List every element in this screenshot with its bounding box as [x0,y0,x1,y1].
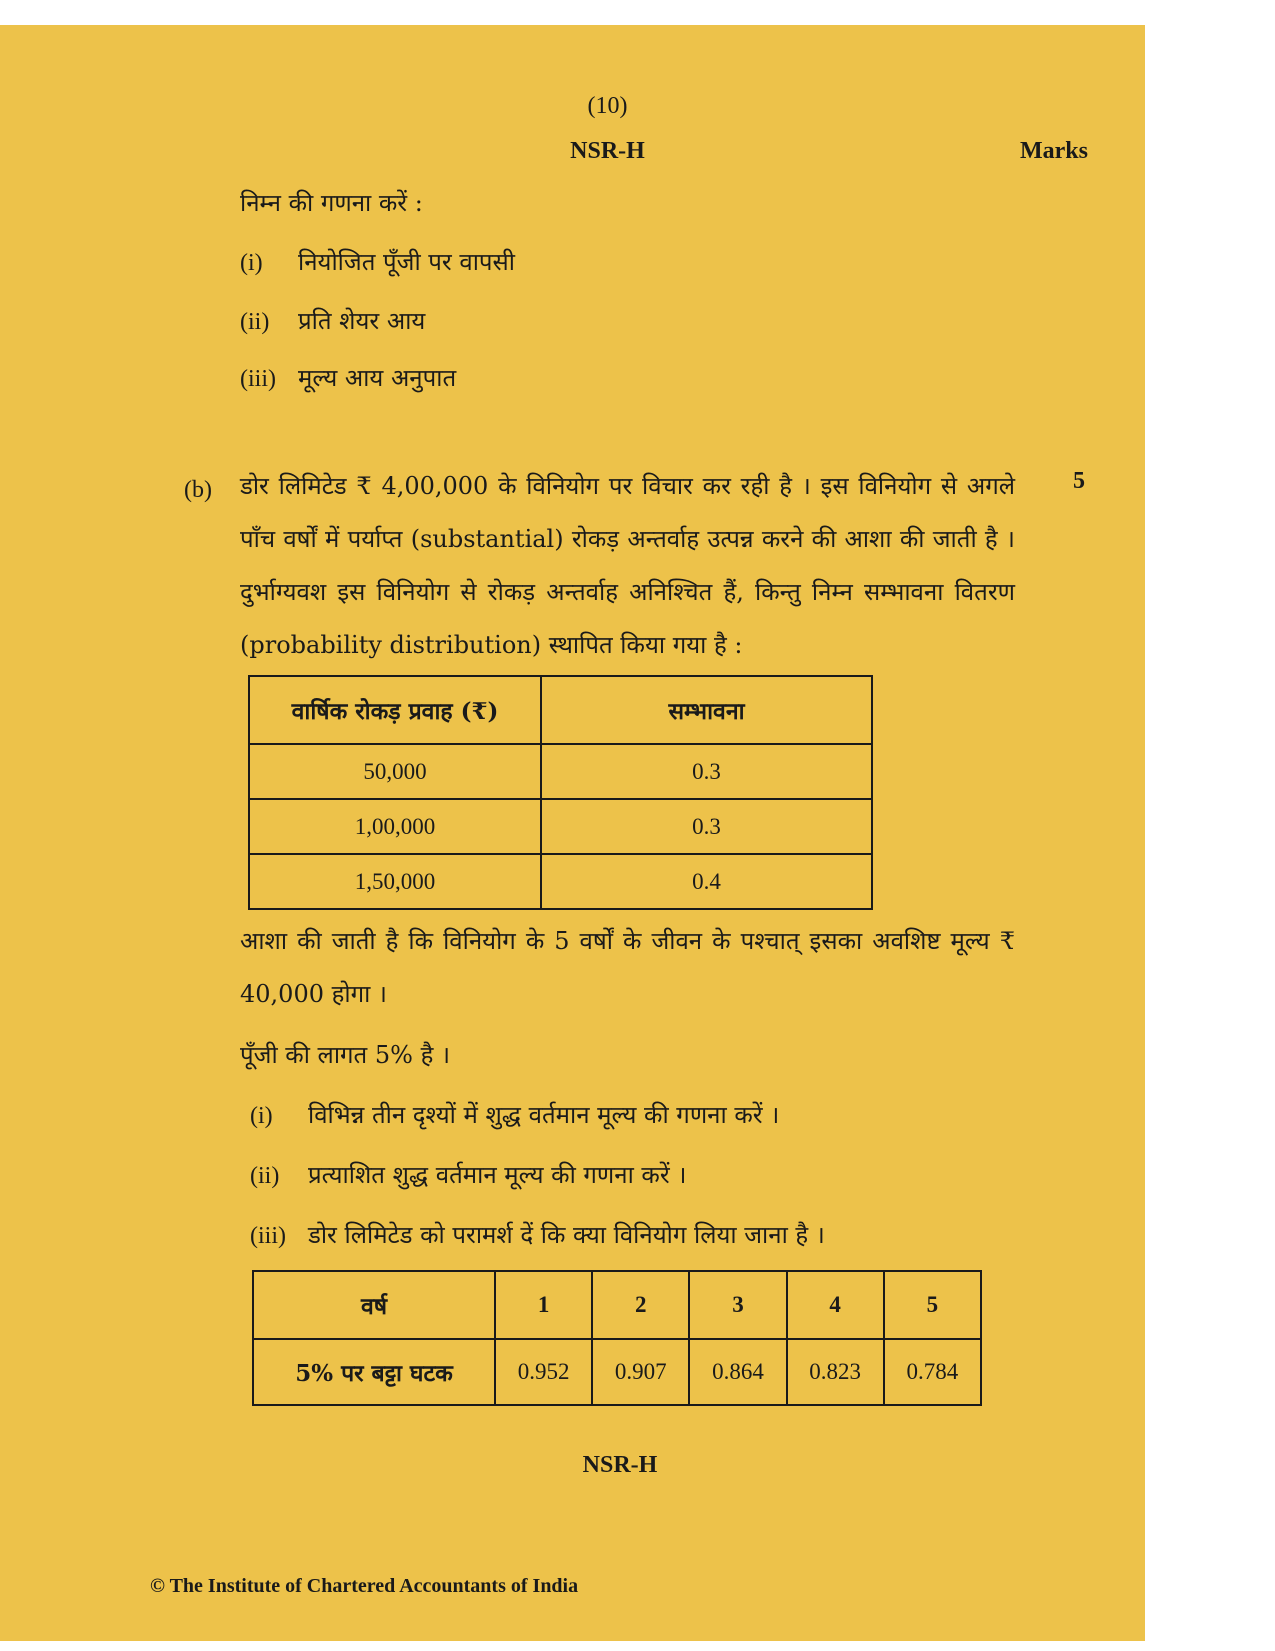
part-b-paragraph: डोर लिमिटेड ₹ 4,00,000 के विनियोग पर विचार कर रही है । इस विनियोग से अगले पाँच वर्षों में पर्याप्त (substantial) रोकड़ अन्तर्वाह उत्पन्न करने की आशा की जाती है । दुर्भाग्यवश इस विनियोग से रोकड़ अन्तर्वाह अनिश्चित हैं, किन्तु निम्न सम्भावना वितरण (probability distribution) स्थापित किया गया है : [240,472,1015,659]
year-cell: 2 [592,1271,689,1339]
table-header-row [249,676,872,744]
factor-cell: 0.823 [787,1339,884,1405]
part-a-item-text: मूल्य आय अनुपात [298,364,457,392]
part-a-item-text: नियोजित पूँजी पर वापसी [298,248,515,276]
year-row [253,1271,981,1339]
paper-code: NSR-H [570,138,645,164]
factor-cell: 0.784 [884,1339,981,1405]
part-a-item-label: (ii) [240,309,270,335]
probability-table [248,675,873,910]
question-text: प्रत्याशित शुद्ध वर्तमान मूल्य की गणना करें । [308,1161,687,1189]
year-label-cell: वर्ष [253,1271,495,1339]
column-header: वार्षिक रोकड़ प्रवाह (₹) [249,676,541,744]
copyright-notice: © The Institute of Chartered Accountants of India [150,1575,579,1597]
column-header: सम्भावना [541,676,872,744]
part-a-intro: निम्न की गणना करें : [240,189,423,217]
year-cell: 4 [787,1271,884,1339]
question-text: डोर लिमिटेड को परामर्श दें कि क्या विनियोग लिया जाना है । [308,1221,825,1249]
part-b-label: (b) [184,477,212,503]
probability-cell: 0.3 [541,744,872,799]
part-a-item-label: (iii) [240,366,276,392]
year-cell: 3 [689,1271,786,1339]
residual-value-text: आशा की जाती है कि विनियोग के 5 वर्षों के जीवन के पश्चात् इसका अवशिष्ट मूल्य ₹ 40,000 होगा । [240,927,1015,1008]
question-label: (iii) [250,1223,286,1249]
factor-cell: 0.864 [689,1339,786,1405]
factor-cell: 0.907 [592,1339,689,1405]
footer-paper-code: NSR-H [582,1452,658,1478]
cash-flow-cell: 1,00,000 [249,799,541,854]
table-row [249,854,872,909]
year-cell: 1 [495,1271,592,1339]
year-cell: 5 [884,1271,981,1339]
probability-cell: 0.4 [541,854,872,909]
table-row [249,799,872,854]
discount-factor-table [252,1270,982,1406]
factor-cell: 0.952 [495,1339,592,1405]
cost-of-capital-text: पूँजी की लागत 5% है । [240,1041,451,1069]
part-a-item-label: (i) [240,250,263,276]
question-text: विभिन्न तीन दृश्यों में शुद्ध वर्तमान मूल्य की गणना करें । [308,1101,780,1129]
part-b-marks: 5 [1073,468,1085,494]
factor-label-cell: 5% पर बट्टा घटक [253,1339,495,1405]
probability-cell: 0.3 [541,799,872,854]
cash-flow-cell: 1,50,000 [249,854,541,909]
factor-row [253,1339,981,1405]
question-label: (ii) [250,1163,280,1189]
marks-column-heading: Marks [1020,138,1088,164]
question-label: (i) [250,1103,273,1129]
cash-flow-cell: 50,000 [249,744,541,799]
part-a-item-text: प्रति शेयर आय [298,307,426,335]
table-row [249,744,872,799]
page-number: (10) [587,93,628,119]
